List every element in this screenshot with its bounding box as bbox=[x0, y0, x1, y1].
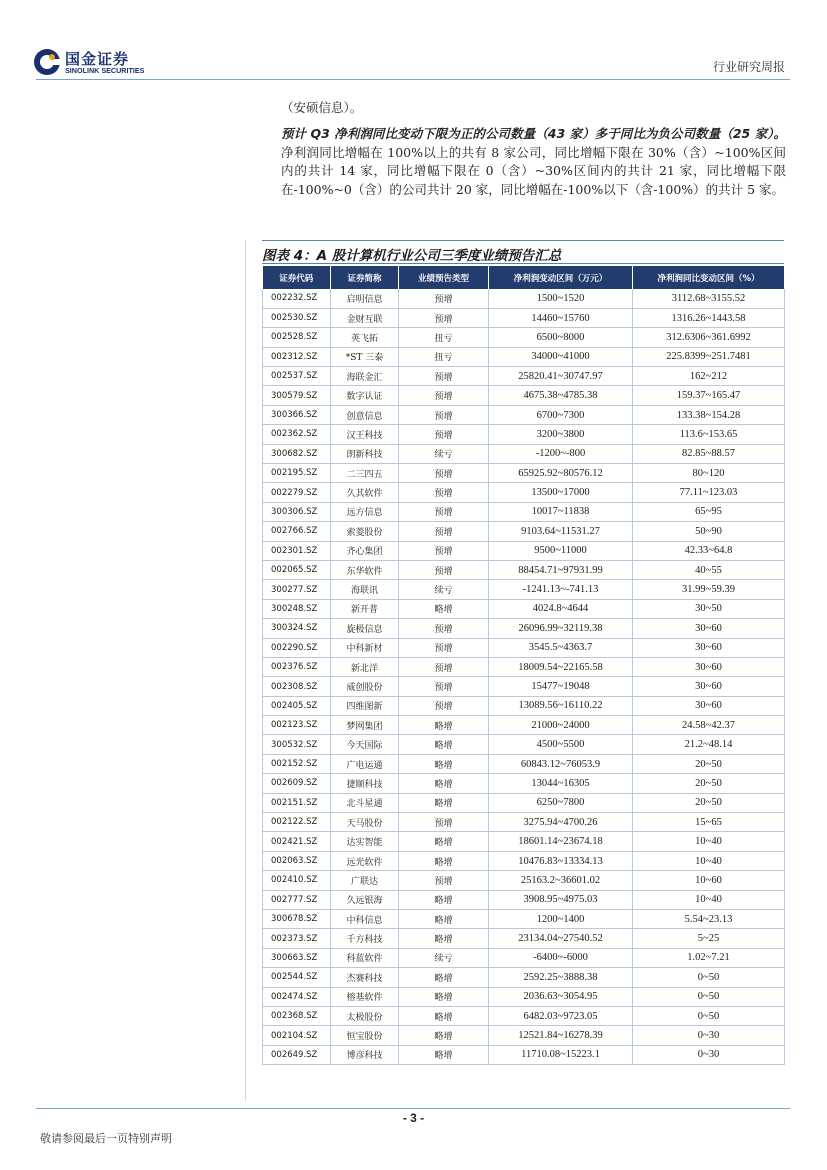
paragraph-summary-text: 净利润同比增幅在 100%以上的共有 8 家公司，同比增幅下限在 30%（含）~100%区间内的共计 14 家，同比增幅下限在 0（含）~30%区间内的共计 21 家，同比增幅下限在-100%~0（含）的公司共计 20 家，同比增幅在-100%以下（含-100%）的共计 5 家。 bbox=[281, 144, 786, 197]
cell-profit-range: 6250~7800 bbox=[489, 793, 633, 812]
cell-forecast-type: 预增 bbox=[399, 289, 489, 308]
table-row bbox=[263, 929, 785, 948]
cell-profit-range: 2036.63~3054.95 bbox=[489, 987, 633, 1006]
cell-profit-range: 9500~11000 bbox=[489, 541, 633, 560]
cell-profit-range: 21000~24000 bbox=[489, 716, 633, 735]
report-type-label: 行业研究周报 bbox=[712, 60, 785, 74]
cell-yoy-range: 31.99~59.39 bbox=[633, 580, 785, 599]
cell-code: 002152.SZ bbox=[263, 754, 331, 773]
table-row bbox=[263, 502, 785, 521]
cell-yoy-range: 50~90 bbox=[633, 522, 785, 541]
cell-yoy-range: 30~60 bbox=[633, 638, 785, 657]
cell-profit-range: 4024.8~4644 bbox=[489, 599, 633, 618]
cell-forecast-type: 略增 bbox=[399, 968, 489, 987]
cell-forecast-type: 预增 bbox=[399, 464, 489, 483]
cell-name: 梦网集团 bbox=[331, 716, 399, 735]
cell-name: 杰赛科技 bbox=[331, 968, 399, 987]
cell-forecast-type: 略增 bbox=[399, 929, 489, 948]
cell-yoy-range: 159.37~165.47 bbox=[633, 386, 785, 405]
cell-code: 300678.SZ bbox=[263, 910, 331, 929]
cell-name: 千方科技 bbox=[331, 929, 399, 948]
cell-yoy-range: 5~25 bbox=[633, 929, 785, 948]
table-row bbox=[263, 948, 785, 967]
cell-forecast-type: 预增 bbox=[399, 483, 489, 502]
table-row bbox=[263, 657, 785, 676]
cell-name: 中科新材 bbox=[331, 638, 399, 657]
cell-name: 海联讯 bbox=[331, 580, 399, 599]
cell-forecast-type: 略增 bbox=[399, 754, 489, 773]
cell-code: 300324.SZ bbox=[263, 619, 331, 638]
cell-code: 002528.SZ bbox=[263, 328, 331, 347]
paragraph-summary bbox=[281, 125, 786, 199]
table-row bbox=[263, 444, 785, 463]
header-divider bbox=[36, 79, 790, 80]
cell-yoy-range: 133.38~154.28 bbox=[633, 405, 785, 424]
figure-title-bar bbox=[262, 240, 784, 264]
cell-profit-range: 2592.25~3888.38 bbox=[489, 968, 633, 987]
cell-code: 002232.SZ bbox=[263, 289, 331, 308]
table-row bbox=[263, 793, 785, 812]
cell-name: 久远银海 bbox=[331, 890, 399, 909]
cell-yoy-range: 225.8399~251.7481 bbox=[633, 347, 785, 366]
cell-code: 002301.SZ bbox=[263, 541, 331, 560]
cell-forecast-type: 略增 bbox=[399, 735, 489, 754]
cell-forecast-type: 续亏 bbox=[399, 948, 489, 967]
cell-forecast-type: 略增 bbox=[399, 716, 489, 735]
cell-forecast-type: 续亏 bbox=[399, 580, 489, 599]
cell-profit-range: 15477~19048 bbox=[489, 677, 633, 696]
cell-forecast-type: 预增 bbox=[399, 425, 489, 444]
table-row bbox=[263, 910, 785, 929]
cell-name: 齐心集团 bbox=[331, 541, 399, 560]
cell-code: 002063.SZ bbox=[263, 851, 331, 870]
cell-name: 朗新科技 bbox=[331, 444, 399, 463]
cell-name: 北斗星通 bbox=[331, 793, 399, 812]
cell-profit-range: 14460~15760 bbox=[489, 308, 633, 327]
margin-divider bbox=[245, 240, 246, 1100]
cell-code: 002195.SZ bbox=[263, 464, 331, 483]
cell-code: 002649.SZ bbox=[263, 1045, 331, 1064]
cell-yoy-range: 65~95 bbox=[633, 502, 785, 521]
cell-yoy-range: 20~50 bbox=[633, 754, 785, 773]
cell-yoy-range: 77.11~123.03 bbox=[633, 483, 785, 502]
cell-name: 远方信息 bbox=[331, 502, 399, 521]
cell-code: 300366.SZ bbox=[263, 405, 331, 424]
cell-yoy-range: 0~50 bbox=[633, 1006, 785, 1025]
table-row bbox=[263, 851, 785, 870]
cell-code: 002279.SZ bbox=[263, 483, 331, 502]
cell-yoy-range: 113.6~153.65 bbox=[633, 425, 785, 444]
table-row bbox=[263, 1006, 785, 1025]
cell-name: 金财互联 bbox=[331, 308, 399, 327]
table-row bbox=[263, 289, 785, 308]
column-header-name: 证券简称 bbox=[331, 266, 399, 289]
cell-profit-range: 1500~1520 bbox=[489, 289, 633, 308]
cell-forecast-type: 略增 bbox=[399, 832, 489, 851]
cell-profit-range: 13089.56~16110.22 bbox=[489, 696, 633, 715]
cell-forecast-type: 预增 bbox=[399, 367, 489, 386]
cell-yoy-range: 82.85~88.57 bbox=[633, 444, 785, 463]
table-row bbox=[263, 696, 785, 715]
table-row bbox=[263, 677, 785, 696]
cell-name: 达实智能 bbox=[331, 832, 399, 851]
cell-yoy-range: 162~212 bbox=[633, 367, 785, 386]
cell-name: 四维图新 bbox=[331, 696, 399, 715]
cell-profit-range: 11710.08~15223.1 bbox=[489, 1045, 633, 1064]
cell-name: 广联达 bbox=[331, 871, 399, 890]
cell-name: 数字认证 bbox=[331, 386, 399, 405]
cell-name: 太极股份 bbox=[331, 1006, 399, 1025]
cell-profit-range: 12521.84~16278.39 bbox=[489, 1026, 633, 1045]
cell-name: *ST 三泰 bbox=[331, 347, 399, 366]
cell-code: 002312.SZ bbox=[263, 347, 331, 366]
cell-name: 汉王科技 bbox=[331, 425, 399, 444]
table-row bbox=[263, 813, 785, 832]
cell-code: 002766.SZ bbox=[263, 522, 331, 541]
cell-name: 英飞拓 bbox=[331, 328, 399, 347]
cell-forecast-type: 预增 bbox=[399, 541, 489, 560]
table-body bbox=[263, 289, 785, 1065]
column-header-code: 证券代码 bbox=[263, 266, 331, 289]
cell-yoy-range: 21.2~48.14 bbox=[633, 735, 785, 754]
cell-code: 300532.SZ bbox=[263, 735, 331, 754]
cell-code: 002065.SZ bbox=[263, 560, 331, 579]
paragraph-continuation: （安硕信息）。 bbox=[281, 100, 363, 115]
cell-profit-range: 60843.12~76053.9 bbox=[489, 754, 633, 773]
page-number: - 3 - bbox=[402, 1111, 425, 1125]
cell-profit-range: 3545.5~4363.7 bbox=[489, 638, 633, 657]
cell-name: 新开普 bbox=[331, 599, 399, 618]
cell-yoy-range: 0~30 bbox=[633, 1045, 785, 1064]
cell-profit-range: 18009.54~22165.58 bbox=[489, 657, 633, 676]
cell-code: 300579.SZ bbox=[263, 386, 331, 405]
cell-name: 博彦科技 bbox=[331, 1045, 399, 1064]
cell-forecast-type: 预增 bbox=[399, 657, 489, 676]
table-row bbox=[263, 522, 785, 541]
footer-divider bbox=[36, 1108, 790, 1109]
cell-yoy-range: 30~60 bbox=[633, 696, 785, 715]
cell-code: 002405.SZ bbox=[263, 696, 331, 715]
cell-yoy-range: 1.02~7.21 bbox=[633, 948, 785, 967]
cell-forecast-type: 略增 bbox=[399, 774, 489, 793]
cell-name: 捷顺科技 bbox=[331, 774, 399, 793]
cell-yoy-range: 15~65 bbox=[633, 813, 785, 832]
table-row bbox=[263, 560, 785, 579]
cell-profit-range: 26096.99~32119.38 bbox=[489, 619, 633, 638]
cell-profit-range: 25820.41~30747.97 bbox=[489, 367, 633, 386]
cell-name: 科蓝软件 bbox=[331, 948, 399, 967]
table-row bbox=[263, 1045, 785, 1064]
cell-yoy-range: 42.33~64.8 bbox=[633, 541, 785, 560]
cell-name: 恒宝股份 bbox=[331, 1026, 399, 1045]
cell-profit-range: 3200~3800 bbox=[489, 425, 633, 444]
brand-name-en: SINOLINK SECURITIES bbox=[65, 66, 145, 75]
cell-code: 002537.SZ bbox=[263, 367, 331, 386]
cell-name: 久其软件 bbox=[331, 483, 399, 502]
cell-profit-range: 13044~16305 bbox=[489, 774, 633, 793]
cell-name: 索菱股份 bbox=[331, 522, 399, 541]
cell-yoy-range: 30~60 bbox=[633, 657, 785, 676]
cell-forecast-type: 预增 bbox=[399, 405, 489, 424]
cell-name: 天马股份 bbox=[331, 813, 399, 832]
cell-name: 二三四五 bbox=[331, 464, 399, 483]
cell-yoy-range: 20~50 bbox=[633, 793, 785, 812]
cell-profit-range: 10476.83~13334.13 bbox=[489, 851, 633, 870]
cell-profit-range: 3908.95~4975.03 bbox=[489, 890, 633, 909]
table-row bbox=[263, 716, 785, 735]
cell-name: 榕基软件 bbox=[331, 987, 399, 1006]
cell-yoy-range: 80~120 bbox=[633, 464, 785, 483]
cell-forecast-type: 预增 bbox=[399, 638, 489, 657]
cell-profit-range: -6400~-6000 bbox=[489, 948, 633, 967]
cell-yoy-range: 30~60 bbox=[633, 677, 785, 696]
paragraph-summary-bold: 预计 Q3 净利润同比变动下限为正的公司数量（43 家）多于同比为负公司数量（25 家）。 bbox=[281, 126, 786, 141]
cell-yoy-range: 0~50 bbox=[633, 987, 785, 1006]
cell-name: 远光软件 bbox=[331, 851, 399, 870]
cell-profit-range: 10017~11838 bbox=[489, 502, 633, 521]
cell-profit-range: 13500~17000 bbox=[489, 483, 633, 502]
table-header-row bbox=[263, 266, 785, 289]
table-row bbox=[263, 871, 785, 890]
cell-code: 002151.SZ bbox=[263, 793, 331, 812]
table-row bbox=[263, 832, 785, 851]
table-row bbox=[263, 599, 785, 618]
cell-profit-range: 4500~5500 bbox=[489, 735, 633, 754]
table-row bbox=[263, 386, 785, 405]
cell-yoy-range: 10~60 bbox=[633, 871, 785, 890]
cell-forecast-type: 预增 bbox=[399, 308, 489, 327]
table-row bbox=[263, 1026, 785, 1045]
cell-profit-range: 6482.03~9723.05 bbox=[489, 1006, 633, 1025]
cell-profit-range: 25163.2~36601.02 bbox=[489, 871, 633, 890]
cell-yoy-range: 30~60 bbox=[633, 619, 785, 638]
cell-yoy-range: 10~40 bbox=[633, 890, 785, 909]
sinolink-logo-icon bbox=[33, 48, 61, 76]
cell-profit-range: -1200~-800 bbox=[489, 444, 633, 463]
cell-code: 002410.SZ bbox=[263, 871, 331, 890]
cell-forecast-type: 预增 bbox=[399, 560, 489, 579]
cell-code: 002123.SZ bbox=[263, 716, 331, 735]
cell-yoy-range: 24.58~42.37 bbox=[633, 716, 785, 735]
figure-title: 图表 4：A 股计算机行业公司三季度业绩预告汇总 bbox=[262, 248, 562, 264]
table-row bbox=[263, 347, 785, 366]
cell-forecast-type: 略增 bbox=[399, 890, 489, 909]
cell-forecast-type: 略增 bbox=[399, 987, 489, 1006]
table-row bbox=[263, 464, 785, 483]
cell-name: 创意信息 bbox=[331, 405, 399, 424]
cell-code: 002122.SZ bbox=[263, 813, 331, 832]
cell-code: 002421.SZ bbox=[263, 832, 331, 851]
cell-name: 海联金汇 bbox=[331, 367, 399, 386]
cell-forecast-type: 略增 bbox=[399, 1026, 489, 1045]
cell-code: 002308.SZ bbox=[263, 677, 331, 696]
cell-forecast-type: 略增 bbox=[399, 1045, 489, 1064]
cell-yoy-range: 10~40 bbox=[633, 832, 785, 851]
cell-forecast-type: 略增 bbox=[399, 599, 489, 618]
cell-forecast-type: 略增 bbox=[399, 851, 489, 870]
cell-code: 002362.SZ bbox=[263, 425, 331, 444]
cell-forecast-type: 预增 bbox=[399, 871, 489, 890]
table-row bbox=[263, 308, 785, 327]
cell-code: 002474.SZ bbox=[263, 987, 331, 1006]
cell-yoy-range: 30~50 bbox=[633, 599, 785, 618]
cell-name: 新北洋 bbox=[331, 657, 399, 676]
cell-forecast-type: 预增 bbox=[399, 522, 489, 541]
table-row bbox=[263, 580, 785, 599]
cell-profit-range: 65925.92~80576.12 bbox=[489, 464, 633, 483]
brand-logo bbox=[33, 48, 153, 78]
cell-yoy-range: 0~50 bbox=[633, 968, 785, 987]
cell-profit-range: 6700~7300 bbox=[489, 405, 633, 424]
column-header-profit-range: 净利润变动区间（万元） bbox=[489, 266, 633, 289]
table-row bbox=[263, 890, 785, 909]
earnings-forecast-table bbox=[262, 266, 785, 1065]
cell-profit-range: 1200~1400 bbox=[489, 910, 633, 929]
cell-forecast-type: 续亏 bbox=[399, 444, 489, 463]
cell-yoy-range: 5.54~23.13 bbox=[633, 910, 785, 929]
cell-yoy-range: 3112.68~3155.52 bbox=[633, 289, 785, 308]
table-row bbox=[263, 735, 785, 754]
column-header-forecast-type: 业绩预告类型 bbox=[399, 266, 489, 289]
cell-yoy-range: 20~50 bbox=[633, 774, 785, 793]
table-row bbox=[263, 619, 785, 638]
cell-name: 中科信息 bbox=[331, 910, 399, 929]
cell-forecast-type: 扭亏 bbox=[399, 347, 489, 366]
cell-code: 002376.SZ bbox=[263, 657, 331, 676]
cell-code: 002373.SZ bbox=[263, 929, 331, 948]
table-row bbox=[263, 328, 785, 347]
table-row bbox=[263, 987, 785, 1006]
cell-name: 广电运通 bbox=[331, 754, 399, 773]
cell-name: 今天国际 bbox=[331, 735, 399, 754]
cell-yoy-range: 312.6306~361.6992 bbox=[633, 328, 785, 347]
cell-code: 002544.SZ bbox=[263, 968, 331, 987]
cell-profit-range: 88454.71~97931.99 bbox=[489, 560, 633, 579]
table-row bbox=[263, 483, 785, 502]
table-row bbox=[263, 405, 785, 424]
cell-forecast-type: 略增 bbox=[399, 1006, 489, 1025]
table-row bbox=[263, 541, 785, 560]
cell-forecast-type: 预增 bbox=[399, 677, 489, 696]
cell-profit-range: 34000~41000 bbox=[489, 347, 633, 366]
cell-code: 002777.SZ bbox=[263, 890, 331, 909]
cell-forecast-type: 预增 bbox=[399, 502, 489, 521]
cell-profit-range: 18601.14~23674.18 bbox=[489, 832, 633, 851]
table-row bbox=[263, 425, 785, 444]
cell-forecast-type: 扭亏 bbox=[399, 328, 489, 347]
cell-profit-range: 23134.04~27540.52 bbox=[489, 929, 633, 948]
cell-code: 002290.SZ bbox=[263, 638, 331, 657]
table-row bbox=[263, 638, 785, 657]
cell-code: 300248.SZ bbox=[263, 599, 331, 618]
cell-name: 东华软件 bbox=[331, 560, 399, 579]
cell-forecast-type: 预增 bbox=[399, 619, 489, 638]
cell-name: 启明信息 bbox=[331, 289, 399, 308]
page-header bbox=[0, 0, 827, 80]
cell-code: 002609.SZ bbox=[263, 774, 331, 793]
cell-code: 300306.SZ bbox=[263, 502, 331, 521]
cell-yoy-range: 0~30 bbox=[633, 1026, 785, 1045]
cell-yoy-range: 10~40 bbox=[633, 851, 785, 870]
cell-code: 002368.SZ bbox=[263, 1006, 331, 1025]
cell-code: 300663.SZ bbox=[263, 948, 331, 967]
cell-profit-range: 3275.94~4700.26 bbox=[489, 813, 633, 832]
cell-forecast-type: 略增 bbox=[399, 793, 489, 812]
table-row bbox=[263, 754, 785, 773]
cell-code: 002104.SZ bbox=[263, 1026, 331, 1045]
column-header-yoy-range: 净利润同比变动区间（%） bbox=[633, 266, 785, 289]
cell-forecast-type: 预增 bbox=[399, 386, 489, 405]
cell-yoy-range: 40~55 bbox=[633, 560, 785, 579]
table-row bbox=[263, 367, 785, 386]
brand-name-cn: 国金证券 bbox=[65, 50, 130, 68]
cell-forecast-type: 略增 bbox=[399, 910, 489, 929]
cell-code: 300682.SZ bbox=[263, 444, 331, 463]
cell-code: 300277.SZ bbox=[263, 580, 331, 599]
cell-name: 威创股份 bbox=[331, 677, 399, 696]
cell-forecast-type: 预增 bbox=[399, 696, 489, 715]
cell-profit-range: 6500~8000 bbox=[489, 328, 633, 347]
cell-forecast-type: 预增 bbox=[399, 813, 489, 832]
footer-disclaimer: 敬请参阅最后一页特别声明 bbox=[40, 1132, 172, 1145]
cell-profit-range: 9103.64~11531.27 bbox=[489, 522, 633, 541]
cell-name: 旋极信息 bbox=[331, 619, 399, 638]
table-row bbox=[263, 774, 785, 793]
cell-code: 002530.SZ bbox=[263, 308, 331, 327]
table-row bbox=[263, 968, 785, 987]
cell-profit-range: -1241.13~-741.13 bbox=[489, 580, 633, 599]
cell-yoy-range: 1316.26~1443.58 bbox=[633, 308, 785, 327]
cell-profit-range: 4675.38~4785.38 bbox=[489, 386, 633, 405]
